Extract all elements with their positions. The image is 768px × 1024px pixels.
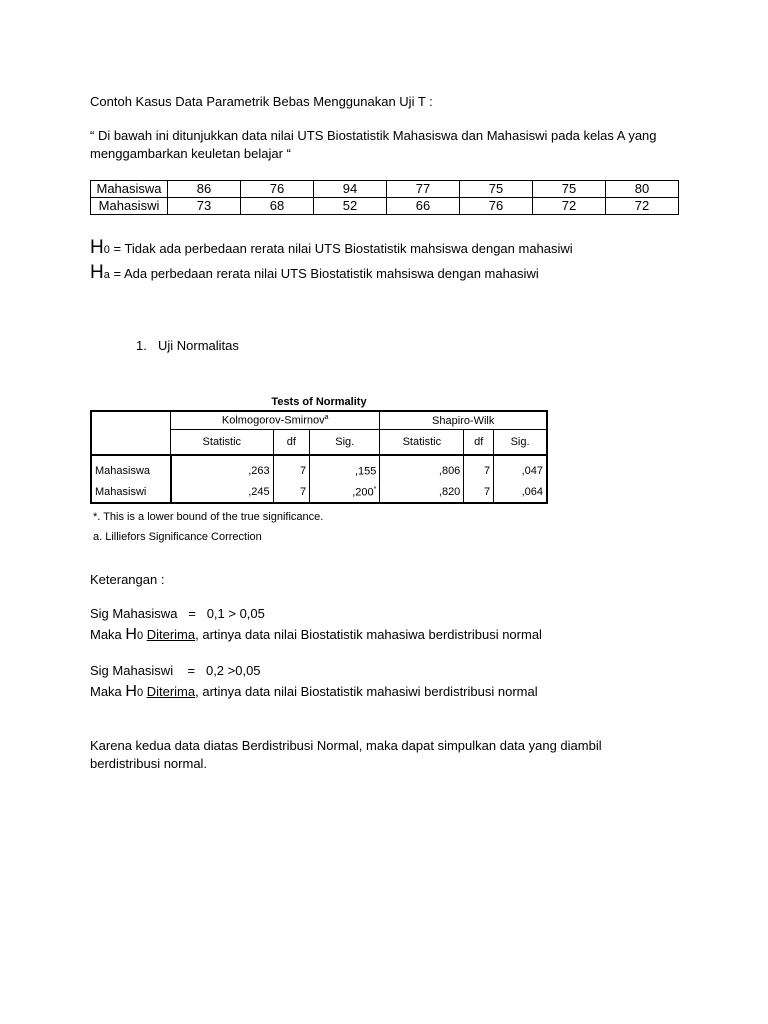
table-cell: 86 <box>168 181 241 198</box>
table-cell: 77 <box>387 181 460 198</box>
table-cell: ,200* <box>310 482 380 503</box>
document-heading: Contoh Kasus Data Parametrik Bebas Menggunakan Uji T : <box>90 94 433 109</box>
table-cell: 72 <box>606 198 679 215</box>
row-label-mahasiswa: Mahasiswa <box>91 455 171 482</box>
row-label-mahasiswi: Mahasiswi <box>91 198 168 215</box>
table-cell: 7 <box>464 455 494 482</box>
normality-table <box>90 410 548 504</box>
table-cell: 68 <box>241 198 314 215</box>
table-cell: ,047 <box>494 455 547 482</box>
column-header: Sig. <box>310 430 380 456</box>
table-cell: ,064 <box>494 482 547 503</box>
sig-mahasiswi-line: Sig Mahasiswi = 0,2 >0,05 <box>90 663 261 678</box>
section-number: 1. <box>136 338 147 353</box>
section-title: Uji Normalitas <box>158 338 239 353</box>
table-row <box>91 198 679 215</box>
table-cell: ,820 <box>380 482 464 503</box>
column-header: Sig. <box>494 430 547 456</box>
table-cell: 94 <box>314 181 387 198</box>
final-conclusion: Karena kedua data diatas Berdistribusi Normal, maka dapat simpulkan data yang diambil berdistribusi normal. <box>90 738 602 771</box>
table-cell: 73 <box>168 198 241 215</box>
hypothesis-ha: Ha = Ada perbedaan rerata nilai UTS Biostatistik mahsiswa dengan mahasiwi <box>90 262 539 283</box>
table-row <box>91 181 679 198</box>
sig-mahasiswa-line: Sig Mahasiswa = 0,1 > 0,05 <box>90 606 265 621</box>
table-cell: ,155 <box>310 455 380 482</box>
score-data-table <box>90 180 679 215</box>
table-cell: ,263 <box>171 455 274 482</box>
normality-table-title: Tests of Normality <box>271 396 367 408</box>
column-header: Statistic <box>171 430 274 456</box>
column-header: Statistic <box>380 430 464 456</box>
table-cell: 72 <box>533 198 606 215</box>
table-row <box>91 482 547 503</box>
table-row <box>91 455 547 482</box>
case-quote-line-2: menggambarkan keuletan belajar “ <box>90 146 291 161</box>
conclusion-mahasiswi-line: Maka H0 Diterima, artinya data nilai Biostatistik mahasiwi berdistribusi normal <box>90 683 538 700</box>
row-label-mahasiswi: Mahasiswi <box>91 482 171 503</box>
table-footnote-lilliefors: a. Lilliefors Significance Correction <box>93 531 262 543</box>
keterangan-label: Keterangan : <box>90 572 165 587</box>
table-cell: ,245 <box>171 482 274 503</box>
column-header: df <box>464 430 494 456</box>
header-corner <box>91 411 171 455</box>
case-quote-line-1: “ Di bawah ini ditunjukkan data nilai UTS Biostatistik Mahasiswa dan Mahasiswi pada kelas A yang <box>90 128 657 143</box>
table-cell: 76 <box>460 198 533 215</box>
table-cell: 75 <box>460 181 533 198</box>
table-cell: 7 <box>464 482 494 503</box>
header-kolmogorov-smirnov: Kolmogorov-Smirnov$^a$ <box>171 411 380 430</box>
table-cell: 7 <box>273 482 309 503</box>
table-cell: 75 <box>533 181 606 198</box>
table-cell: 80 <box>606 181 679 198</box>
table-cell: 66 <box>387 198 460 215</box>
conclusion-mahasiswa-line: Maka H0 Diterima, artinya data nilai Biostatistik mahasiwa berdistribusi normal <box>90 626 542 643</box>
column-header: df <box>273 430 309 456</box>
table-cell: 7 <box>273 455 309 482</box>
table-cell: 76 <box>241 181 314 198</box>
table-footnote-significance: *. This is a lower bound of the true significance. <box>93 511 324 523</box>
table-cell: ,806 <box>380 455 464 482</box>
hypothesis-h0: H0 = Tidak ada perbedaan rerata nilai UTS Biostatistik mahsiswa dengan mahasiwi <box>90 237 573 258</box>
row-label-mahasiswa: Mahasiswa <box>91 181 168 198</box>
table-header-row <box>91 411 547 430</box>
table-cell: 52 <box>314 198 387 215</box>
header-shapiro-wilk: Shapiro-Wilk <box>380 411 547 430</box>
